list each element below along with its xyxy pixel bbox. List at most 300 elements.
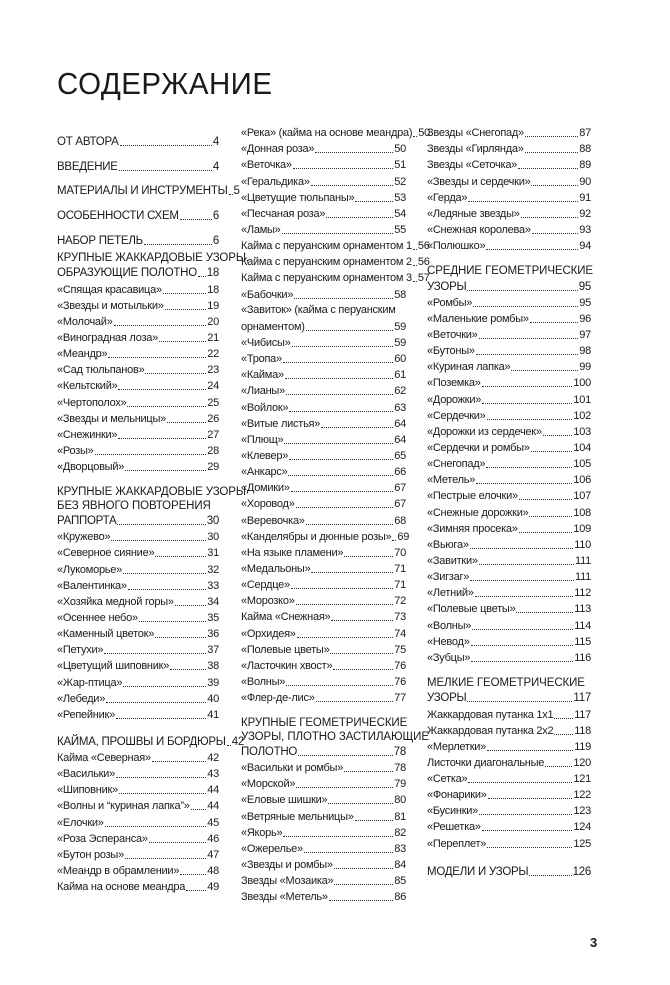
dot-leader xyxy=(120,145,212,146)
toc-entry-title: «Канделябры и дюнные розы» xyxy=(241,530,392,543)
toc-entry-page: 31 xyxy=(207,547,219,560)
toc-entry-page: 111 xyxy=(575,571,591,584)
toc-entry xyxy=(57,198,219,223)
dot-leader xyxy=(191,809,207,810)
toc-entry xyxy=(427,487,591,503)
toc-entry-title: «Виноградная лоза» xyxy=(57,332,158,345)
toc-entry-title: «Якорь» xyxy=(241,826,283,839)
toc-entry xyxy=(427,649,591,665)
dot-leader xyxy=(111,540,206,541)
toc-entry-title: «Полевые цветы» xyxy=(427,603,516,616)
toc-entry-title: «Осеннее небо» xyxy=(57,612,138,625)
toc-entry-title: «Сетка» xyxy=(427,773,468,786)
dot-leader xyxy=(392,540,396,541)
toc-entry xyxy=(57,458,219,474)
toc-entry-page: 76 xyxy=(394,675,406,688)
toc-entry-title: «Ледяные звезды» xyxy=(427,207,520,220)
toc-entry xyxy=(427,802,591,818)
toc-entry xyxy=(57,528,219,544)
toc-entry-page: 64 xyxy=(394,417,406,430)
toc-entry-title: Звезды «Сеточка» xyxy=(427,159,518,172)
toc-section xyxy=(57,486,246,528)
toc-entry-page: 45 xyxy=(207,816,219,829)
toc-entry-page: 116 xyxy=(574,651,591,664)
dot-leader xyxy=(545,766,572,767)
toc-section-title: УЗОРЫ xyxy=(427,692,467,705)
dot-leader xyxy=(475,596,574,597)
toc-entry-title: «Орхидея» xyxy=(241,627,296,640)
toc-column-3 xyxy=(427,124,591,879)
toc-entry-title: «Звезды и мельницы» xyxy=(57,412,166,425)
toc-entry-title: «Завитки» xyxy=(427,555,478,568)
toc-entry-title: «Домики» xyxy=(241,482,290,495)
toc-entry-title: «Решетка» xyxy=(427,821,481,834)
toc-entry-title: «Цветущий шиповник» xyxy=(57,660,170,673)
toc-entry-title: «Сад тюльпанов» xyxy=(57,364,145,377)
toc-entry-page: 93 xyxy=(579,223,591,236)
toc-entry-title: «Валентинка» xyxy=(57,579,127,592)
toc-section-heading-last xyxy=(57,265,219,280)
toc-entry xyxy=(427,172,591,188)
toc-entry xyxy=(241,350,406,366)
toc-entry xyxy=(57,442,219,458)
toc-entry-page: 91 xyxy=(579,191,591,204)
dot-leader xyxy=(286,394,393,395)
dot-leader xyxy=(139,621,206,622)
dot-leader xyxy=(471,645,574,646)
toc-entry xyxy=(427,503,591,519)
toc-entry xyxy=(57,797,219,813)
dot-leader xyxy=(306,330,394,331)
toc-entry xyxy=(427,439,591,455)
toc-entry-page: 21 xyxy=(207,332,219,345)
toc-entry-page: 51 xyxy=(394,159,406,172)
dot-leader xyxy=(487,419,573,420)
toc-entry xyxy=(57,609,219,625)
toc-entry xyxy=(241,415,406,431)
dot-leader xyxy=(529,516,572,517)
toc-entry-page: 42 xyxy=(207,752,219,764)
toc-entry-page: 100 xyxy=(573,377,591,390)
toc-entry-page: 26 xyxy=(207,412,219,425)
toc-entry-page: 118 xyxy=(574,724,591,737)
toc-entry-page: 122 xyxy=(573,789,591,802)
toc-entry xyxy=(241,431,406,447)
dot-leader xyxy=(284,443,393,444)
toc-section xyxy=(57,734,245,749)
dot-leader xyxy=(291,588,393,589)
toc-entry-page: 126 xyxy=(572,865,591,878)
toc-entry xyxy=(57,625,219,641)
toc-entry xyxy=(241,447,406,463)
toc-entry xyxy=(241,856,406,872)
toc-entry-title: «Анкарс» xyxy=(241,466,288,479)
dot-leader xyxy=(472,629,573,630)
toc-entry-page: 29 xyxy=(207,461,219,474)
dot-leader xyxy=(519,499,573,500)
dot-leader xyxy=(479,814,572,815)
toc-entry-title: Кайма с перуанским орнаментом 2 xyxy=(241,256,412,269)
toc-entry xyxy=(57,393,219,409)
toc-entry-title: «Вьюга» xyxy=(427,538,469,551)
dot-leader xyxy=(554,718,573,719)
dot-leader xyxy=(413,136,417,137)
toc-entry-title: «Снегопад» xyxy=(427,458,486,471)
toc-section-title: УЗОРЫ xyxy=(427,280,467,293)
toc-entry xyxy=(427,390,591,406)
toc-entry-title: «Чертополох» xyxy=(57,396,127,409)
dot-leader xyxy=(104,653,206,654)
toc-entry-page: 120 xyxy=(573,756,591,769)
dot-leader xyxy=(482,403,572,404)
toc-entry-page: 66 xyxy=(394,466,406,479)
toc-entry-title: «Фонарики» xyxy=(427,789,487,802)
toc-entry-title: «Полевые цветы» xyxy=(241,643,330,656)
dot-leader xyxy=(116,718,206,719)
toc-entry xyxy=(241,624,406,640)
dot-leader xyxy=(127,406,206,407)
toc-entry-page: 124 xyxy=(573,821,591,834)
toc-entry-page: 55 xyxy=(394,223,406,236)
page-title: СОДЕРЖАНИЕ xyxy=(57,66,273,101)
toc-entry-page: 46 xyxy=(207,832,219,845)
toc-entry-title: Кайма «Снежная» xyxy=(241,611,331,624)
toc-section-heading: СРЕДНИЕ ГЕОМЕТРИЧЕСКИЕ xyxy=(427,265,593,278)
dot-leader xyxy=(471,661,573,662)
toc-section xyxy=(427,265,591,294)
toc-section-title: КАЙМА, ПРОШВЫ И БОРДЮРЫ xyxy=(57,735,226,748)
toc-entry-title: «Морозко» xyxy=(241,595,295,608)
toc-entry xyxy=(427,600,591,616)
toc-entry-title: «Лукоморье» xyxy=(57,563,123,576)
dot-leader xyxy=(152,761,206,762)
toc-section-title: РАППОРТА xyxy=(57,515,117,528)
toc-section-heading-last xyxy=(57,513,219,528)
toc-entry-title: «Волны» xyxy=(427,619,472,632)
toc-entry-page: 81 xyxy=(394,810,406,823)
toc-entry xyxy=(57,673,219,689)
toc-entry xyxy=(57,297,219,313)
toc-entry-page: 121 xyxy=(573,773,591,786)
toc-entry-page: 6 xyxy=(212,210,219,223)
toc-section-heading-last xyxy=(427,690,591,705)
dot-leader xyxy=(282,233,394,234)
toc-entry-page: 84 xyxy=(394,859,406,872)
toc-section-title: ОБРАЗУЮЩИЕ ПОЛОТНО xyxy=(57,267,197,280)
toc-section-heading: КРУПНЫЕ ГЕОМЕТРИЧЕСКИЕ xyxy=(241,717,408,730)
toc-entry-title: «Бутоны» xyxy=(427,345,475,358)
dot-leader xyxy=(296,787,393,788)
toc-entry-title: «Кружево» xyxy=(57,531,111,544)
toc-section-heading: УЗОРЫ, ПЛОТНО ЗАСТИЛАЮЩИЕ xyxy=(241,730,429,743)
dot-leader xyxy=(123,686,206,687)
toc-entry xyxy=(427,342,591,358)
dot-leader xyxy=(229,194,233,195)
toc-entry xyxy=(241,544,406,560)
toc-entry-title: «Летний» xyxy=(427,587,474,600)
toc-entry-title: Кайма с перуанским орнаментом 3 xyxy=(241,272,412,285)
dot-leader xyxy=(488,798,573,799)
toc-entry-title: «Еловые шишки» xyxy=(241,794,328,807)
dot-leader xyxy=(525,136,578,137)
toc-entry xyxy=(57,410,219,426)
dot-leader xyxy=(530,322,579,323)
toc-entry-title: «Зимняя просека» xyxy=(427,522,518,535)
dot-leader xyxy=(518,168,578,169)
toc-entry xyxy=(241,791,406,807)
toc-section-title: ПОЛОТНО xyxy=(241,746,298,759)
toc-section-page: 18 xyxy=(206,267,219,280)
toc-entry xyxy=(241,463,406,479)
toc-entry-title: «Бабочки» xyxy=(241,288,294,301)
toc-entry-title: «Плющ» xyxy=(241,433,284,446)
dot-leader xyxy=(511,370,578,371)
toc-section-page: 95 xyxy=(578,280,591,293)
toc-entry-title: «Молочай» xyxy=(57,315,113,328)
toc-entry-title: «Снежные дорожки» xyxy=(427,506,529,519)
dot-leader xyxy=(296,507,394,508)
toc-entry xyxy=(57,280,219,296)
toc-entry-title: «Бусинки» xyxy=(427,805,479,818)
toc-entry-title: «Петухи» xyxy=(57,644,104,657)
toc-entry-title: «Ламы» xyxy=(241,223,281,236)
toc-entry-page: 5 xyxy=(233,185,240,198)
toc-entry xyxy=(241,759,406,775)
dot-leader xyxy=(288,475,393,476)
toc-entry xyxy=(241,269,430,285)
toc-entry-continued xyxy=(241,318,406,334)
toc-entry xyxy=(241,824,406,840)
toc-entry xyxy=(241,657,406,673)
toc-entry-page: 94 xyxy=(579,240,591,253)
toc-entry-page: 125 xyxy=(573,837,591,850)
dot-leader xyxy=(304,852,393,853)
toc-entry-page: 41 xyxy=(207,708,219,721)
toc-entry-title: МАТЕРИАЛЫ И ИНСТРУМЕНТЫ xyxy=(57,185,228,198)
dot-leader xyxy=(293,168,393,169)
dot-leader xyxy=(144,244,212,245)
dot-leader xyxy=(468,201,578,202)
dot-leader xyxy=(118,389,206,390)
toc-entry-title: орнаментом) xyxy=(241,320,305,333)
toc-entry xyxy=(427,407,591,423)
toc-entry-page: 101 xyxy=(573,393,591,406)
toc-entry xyxy=(241,592,406,608)
dot-leader xyxy=(289,459,393,460)
toc-entry-page: 87 xyxy=(579,127,591,140)
toc-entry-page: 107 xyxy=(573,490,591,503)
toc-entry xyxy=(57,706,219,722)
toc-entry-title: «Снежная королева» xyxy=(427,223,531,236)
toc-entry xyxy=(241,689,406,705)
dot-leader xyxy=(125,858,206,859)
toc-entry-title: «Хоровод» xyxy=(241,498,295,511)
toc-entry-page: 57 xyxy=(417,272,430,285)
toc-entry-title: «Волны» xyxy=(241,675,286,688)
toc-entry-page: 43 xyxy=(207,768,219,781)
toc-entry-page: 65 xyxy=(394,449,406,462)
toc-entry-page: 70 xyxy=(394,546,406,559)
toc-entry-page: 68 xyxy=(394,514,406,527)
toc-entry-title: «Васильки» xyxy=(57,768,115,781)
toc-entry xyxy=(57,690,219,706)
toc-entry-title: Звезды «Мозаика» xyxy=(241,875,334,888)
toc-entry-page: 23 xyxy=(207,364,219,377)
toc-entry xyxy=(241,872,406,888)
toc-entry-page: 106 xyxy=(573,474,591,487)
toc-entry-page: 54 xyxy=(394,207,406,220)
dot-leader xyxy=(525,152,579,153)
page-number: 3 xyxy=(590,935,598,950)
toc-entry xyxy=(57,846,219,862)
toc-entry-page: 22 xyxy=(207,348,219,361)
toc-entry xyxy=(57,345,219,361)
dot-leader xyxy=(482,386,573,387)
toc-entry-title: «Тропа» xyxy=(241,353,282,366)
dot-leader xyxy=(123,573,206,574)
dot-leader xyxy=(291,491,394,492)
dot-leader xyxy=(180,874,206,875)
toc-entry xyxy=(427,568,591,584)
toc-entry xyxy=(57,377,219,393)
toc-entry-page: 90 xyxy=(579,175,591,188)
toc-entry-title: «Снежинки» xyxy=(57,428,118,441)
toc-entry-page: 67 xyxy=(394,482,406,495)
toc-section xyxy=(241,717,429,759)
dot-leader xyxy=(334,884,393,885)
toc-entry-page: 88 xyxy=(579,143,591,156)
toc-entry-page: 114 xyxy=(574,619,591,632)
toc-entry-title: «Сердечки и ромбы» xyxy=(427,442,530,455)
toc-entry xyxy=(241,366,406,382)
toc-entry xyxy=(57,862,219,878)
dot-leader xyxy=(114,325,207,326)
toc-entry-title: Звезды «Гирлянда» xyxy=(427,143,524,156)
toc-entry-title: «Войлок» xyxy=(241,401,289,414)
toc-entry xyxy=(57,641,219,657)
toc-entry-title: «На языке пламени» xyxy=(241,546,344,559)
toc-entry xyxy=(427,738,591,754)
dot-leader xyxy=(297,637,394,638)
toc-entry-page: 71 xyxy=(394,562,406,575)
toc-entry-title: «Хозяйка медной горы» xyxy=(57,595,174,608)
toc-entry-title: «Песчаная роза» xyxy=(241,207,326,220)
toc-entry-page: 61 xyxy=(394,369,406,382)
dot-leader xyxy=(108,357,206,358)
dot-leader xyxy=(145,373,206,374)
dot-leader xyxy=(473,306,578,307)
toc-entry-title: «Лианы» xyxy=(241,385,285,398)
toc-entry-title: «Дорожки из сердечек» xyxy=(427,425,542,438)
toc-entry-page: 28 xyxy=(207,445,219,458)
dot-leader xyxy=(344,556,393,557)
dot-leader xyxy=(292,346,394,347)
toc-entry-title: «Веточки» xyxy=(427,329,478,342)
toc-entry xyxy=(57,174,240,199)
toc-section-heading: КРУПНЫЕ ЖАККАРДОВЫЕ УЗОРЫ xyxy=(57,486,246,499)
toc-entry xyxy=(241,382,406,398)
toc-entry-page: 73 xyxy=(394,611,406,624)
toc-entry-page: 33 xyxy=(207,579,219,592)
toc-entry-title: «Лебеди» xyxy=(57,692,106,705)
dot-leader xyxy=(531,185,578,186)
toc-entry-title: «Дворцовый» xyxy=(57,461,125,474)
dot-leader xyxy=(294,298,393,299)
toc-entry-title: «Звезды и ромбы» xyxy=(241,859,333,872)
dot-leader xyxy=(532,233,579,234)
toc-entry-page: 4 xyxy=(212,135,219,148)
toc-entry-page: 110 xyxy=(574,538,591,551)
toc-entry xyxy=(427,705,591,721)
toc-entry xyxy=(427,124,591,140)
toc-column-2 xyxy=(241,124,431,904)
dot-leader xyxy=(470,580,574,581)
dot-leader xyxy=(119,170,212,171)
toc-entry-page: 37 xyxy=(207,644,219,657)
toc-entry-page: 119 xyxy=(574,740,591,753)
toc-entry xyxy=(427,455,591,471)
toc-entry xyxy=(427,584,591,600)
toc-entry-page: 4 xyxy=(212,160,219,173)
toc-entry-page: 115 xyxy=(574,635,591,648)
toc-entry xyxy=(241,673,406,689)
dot-leader xyxy=(186,890,206,891)
dot-leader xyxy=(285,378,393,379)
dot-leader xyxy=(180,219,212,220)
toc-entry xyxy=(427,818,591,834)
toc-entry-page: 25 xyxy=(207,396,219,409)
toc-entry xyxy=(427,205,591,221)
toc-entry xyxy=(427,237,591,253)
dot-leader xyxy=(289,411,393,412)
toc-entry-page: 86 xyxy=(394,891,406,904)
dot-leader xyxy=(105,826,207,827)
toc-entry-title: «Геральдика» xyxy=(241,175,310,188)
dot-leader xyxy=(315,152,393,153)
toc-entry-title: «Кайма» xyxy=(241,369,284,382)
toc-entry-page: 117 xyxy=(574,708,591,721)
dot-leader xyxy=(470,548,574,549)
toc-entry-title: «Каменный цветок» xyxy=(57,628,155,641)
toc-entry-page: 18 xyxy=(207,283,219,296)
dot-leader xyxy=(326,217,393,218)
toc-entry xyxy=(57,577,219,593)
toc-entry xyxy=(57,313,219,329)
toc-entry-title: Жаккардовая путанка 1х1 xyxy=(427,708,554,721)
toc-entry-title: «Роза Эсперанса» xyxy=(57,832,148,845)
toc-entry-page: 59 xyxy=(394,320,406,333)
dot-leader xyxy=(163,293,206,294)
toc-entry xyxy=(57,124,219,149)
toc-entry-page: 44 xyxy=(207,784,219,797)
toc-entry-page: 69 xyxy=(397,530,410,543)
toc-entry-title: «Цветущие тюльпаны» xyxy=(241,191,355,204)
toc-entry-page: 123 xyxy=(573,805,591,818)
toc-entry-page: 58 xyxy=(394,288,406,301)
toc-entry xyxy=(57,749,219,765)
dot-leader xyxy=(355,201,393,202)
toc-entry-title: Кайма с перуанским орнаментом 1 xyxy=(241,240,412,253)
toc-entry xyxy=(57,813,219,829)
toc-entry-page: 95 xyxy=(579,296,591,309)
toc-entry-page: 50 xyxy=(418,127,431,140)
toc-entry-page: 40 xyxy=(207,692,219,705)
toc-entry-page: 80 xyxy=(394,794,406,807)
dot-leader xyxy=(128,589,207,590)
toc-entry-page: 77 xyxy=(394,692,406,705)
toc-entry xyxy=(241,221,406,237)
dot-leader xyxy=(476,483,572,484)
